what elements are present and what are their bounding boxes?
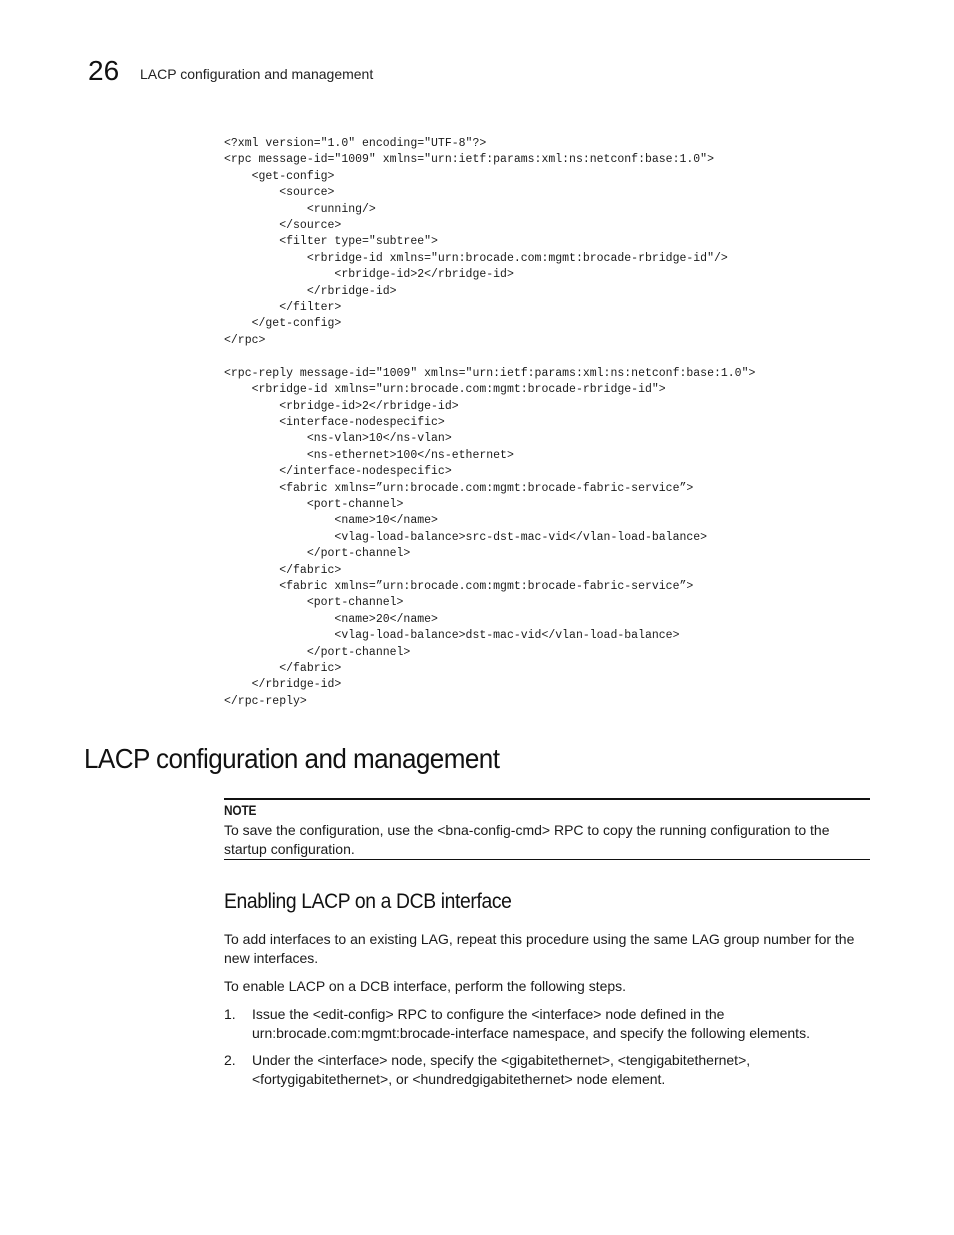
- code-line: <name>10</name>: [224, 514, 438, 528]
- code-line: </interface-nodespecific>: [224, 465, 452, 479]
- subsection-heading: Enabling LACP on a DCB interface: [224, 890, 512, 913]
- code-line: </source>: [224, 219, 342, 233]
- code-line: </rpc-reply>: [224, 694, 307, 708]
- step-number: 1.: [224, 1006, 236, 1022]
- code-line: <interface-nodespecific>: [224, 415, 445, 429]
- code-line: <fabric xmlns=”urn:brocade.com:mgmt:brocade-fabric-service”>: [224, 579, 694, 593]
- running-title: LACP configuration and management: [140, 66, 374, 82]
- code-line: <port-channel>: [224, 497, 404, 511]
- code-line: </filter>: [224, 301, 342, 315]
- code-line: </rbridge-id>: [224, 284, 397, 298]
- code-line: <rpc message-id="1009" xmlns="urn:ietf:params:xml:ns:netconf:base:1.0">: [224, 153, 714, 167]
- chapter-number: 26: [88, 55, 120, 86]
- code-line: <vlag-load-balance>dst-mac-vid</vlan-load-balance>: [224, 629, 680, 643]
- code-line: </fabric>: [224, 662, 342, 675]
- step-text: Issue the <edit-config> RPC to configure the <interface> node defined in the urn:brocade.com:mgmt:brocade-interface namespace, and specify the following elements.: [252, 1006, 810, 1041]
- code-line: <ns-ethernet>100</ns-ethernet>: [224, 448, 514, 462]
- code-line: <ns-vlan>10</ns-vlan>: [224, 432, 452, 446]
- step-text: Under the <interface> node, specify the <gigabitethernet>, <tengigabitethernet>, <fortygigabitethernet>, or <hundredgigabitethernet> node element.: [252, 1052, 751, 1087]
- note-label: NOTE: [224, 803, 257, 818]
- code-line: <rbridge-id xmlns="urn:brocade.com:mgmt:brocade-rbridge-id">: [224, 383, 666, 397]
- xml-code-example: [224, 136, 755, 710]
- note-text: To save the configuration, use the <bna-config-cmd> RPC to copy the running configuration to the startup configuration.: [224, 822, 830, 857]
- code-line: <rbridge-id xmlns="urn:brocade.com:mgmt:brocade-rbridge-id"/>: [224, 251, 728, 265]
- code-line: </fabric>: [224, 563, 342, 577]
- section-heading: LACP configuration and management: [84, 743, 500, 774]
- code-line: <vlag-load-balance>src-dst-mac-vid</vlan-load-balance>: [224, 530, 708, 544]
- code-line: <filter type="subtree">: [224, 235, 438, 249]
- steps-intro-paragraph: To enable LACP on a DCB interface, perform the following steps.: [224, 978, 627, 994]
- code-line: <name>20</name>: [224, 612, 438, 626]
- code-line: <running/>: [224, 202, 376, 216]
- code-line: </rpc>: [224, 333, 266, 347]
- note-box: [224, 798, 870, 860]
- code-line: <?xml version="1.0" encoding="UTF-8"?>: [224, 137, 487, 150]
- intro-paragraph: To add interfaces to an existing LAG, repeat this procedure using the same LAG group number for the new interfaces.: [224, 931, 855, 966]
- code-line: <port-channel>: [224, 596, 404, 610]
- code-line: </port-channel>: [224, 547, 411, 561]
- code-line: <source>: [224, 186, 335, 200]
- code-line: </rbridge-id>: [224, 678, 342, 692]
- code-line: <rpc-reply message-id="1009" xmlns="urn:ietf:params:xml:ns:netconf:base:1.0">: [224, 366, 756, 380]
- code-line: <rbridge-id>2</rbridge-id>: [224, 268, 514, 282]
- code-line: <get-config>: [224, 169, 335, 183]
- code-line: </port-channel>: [224, 645, 411, 659]
- code-line: </get-config>: [224, 317, 342, 331]
- code-line: <fabric xmlns=”urn:brocade.com:mgmt:brocade-fabric-service”>: [224, 481, 694, 495]
- step-number: 2.: [224, 1052, 236, 1068]
- code-line: <rbridge-id>2</rbridge-id>: [224, 399, 459, 413]
